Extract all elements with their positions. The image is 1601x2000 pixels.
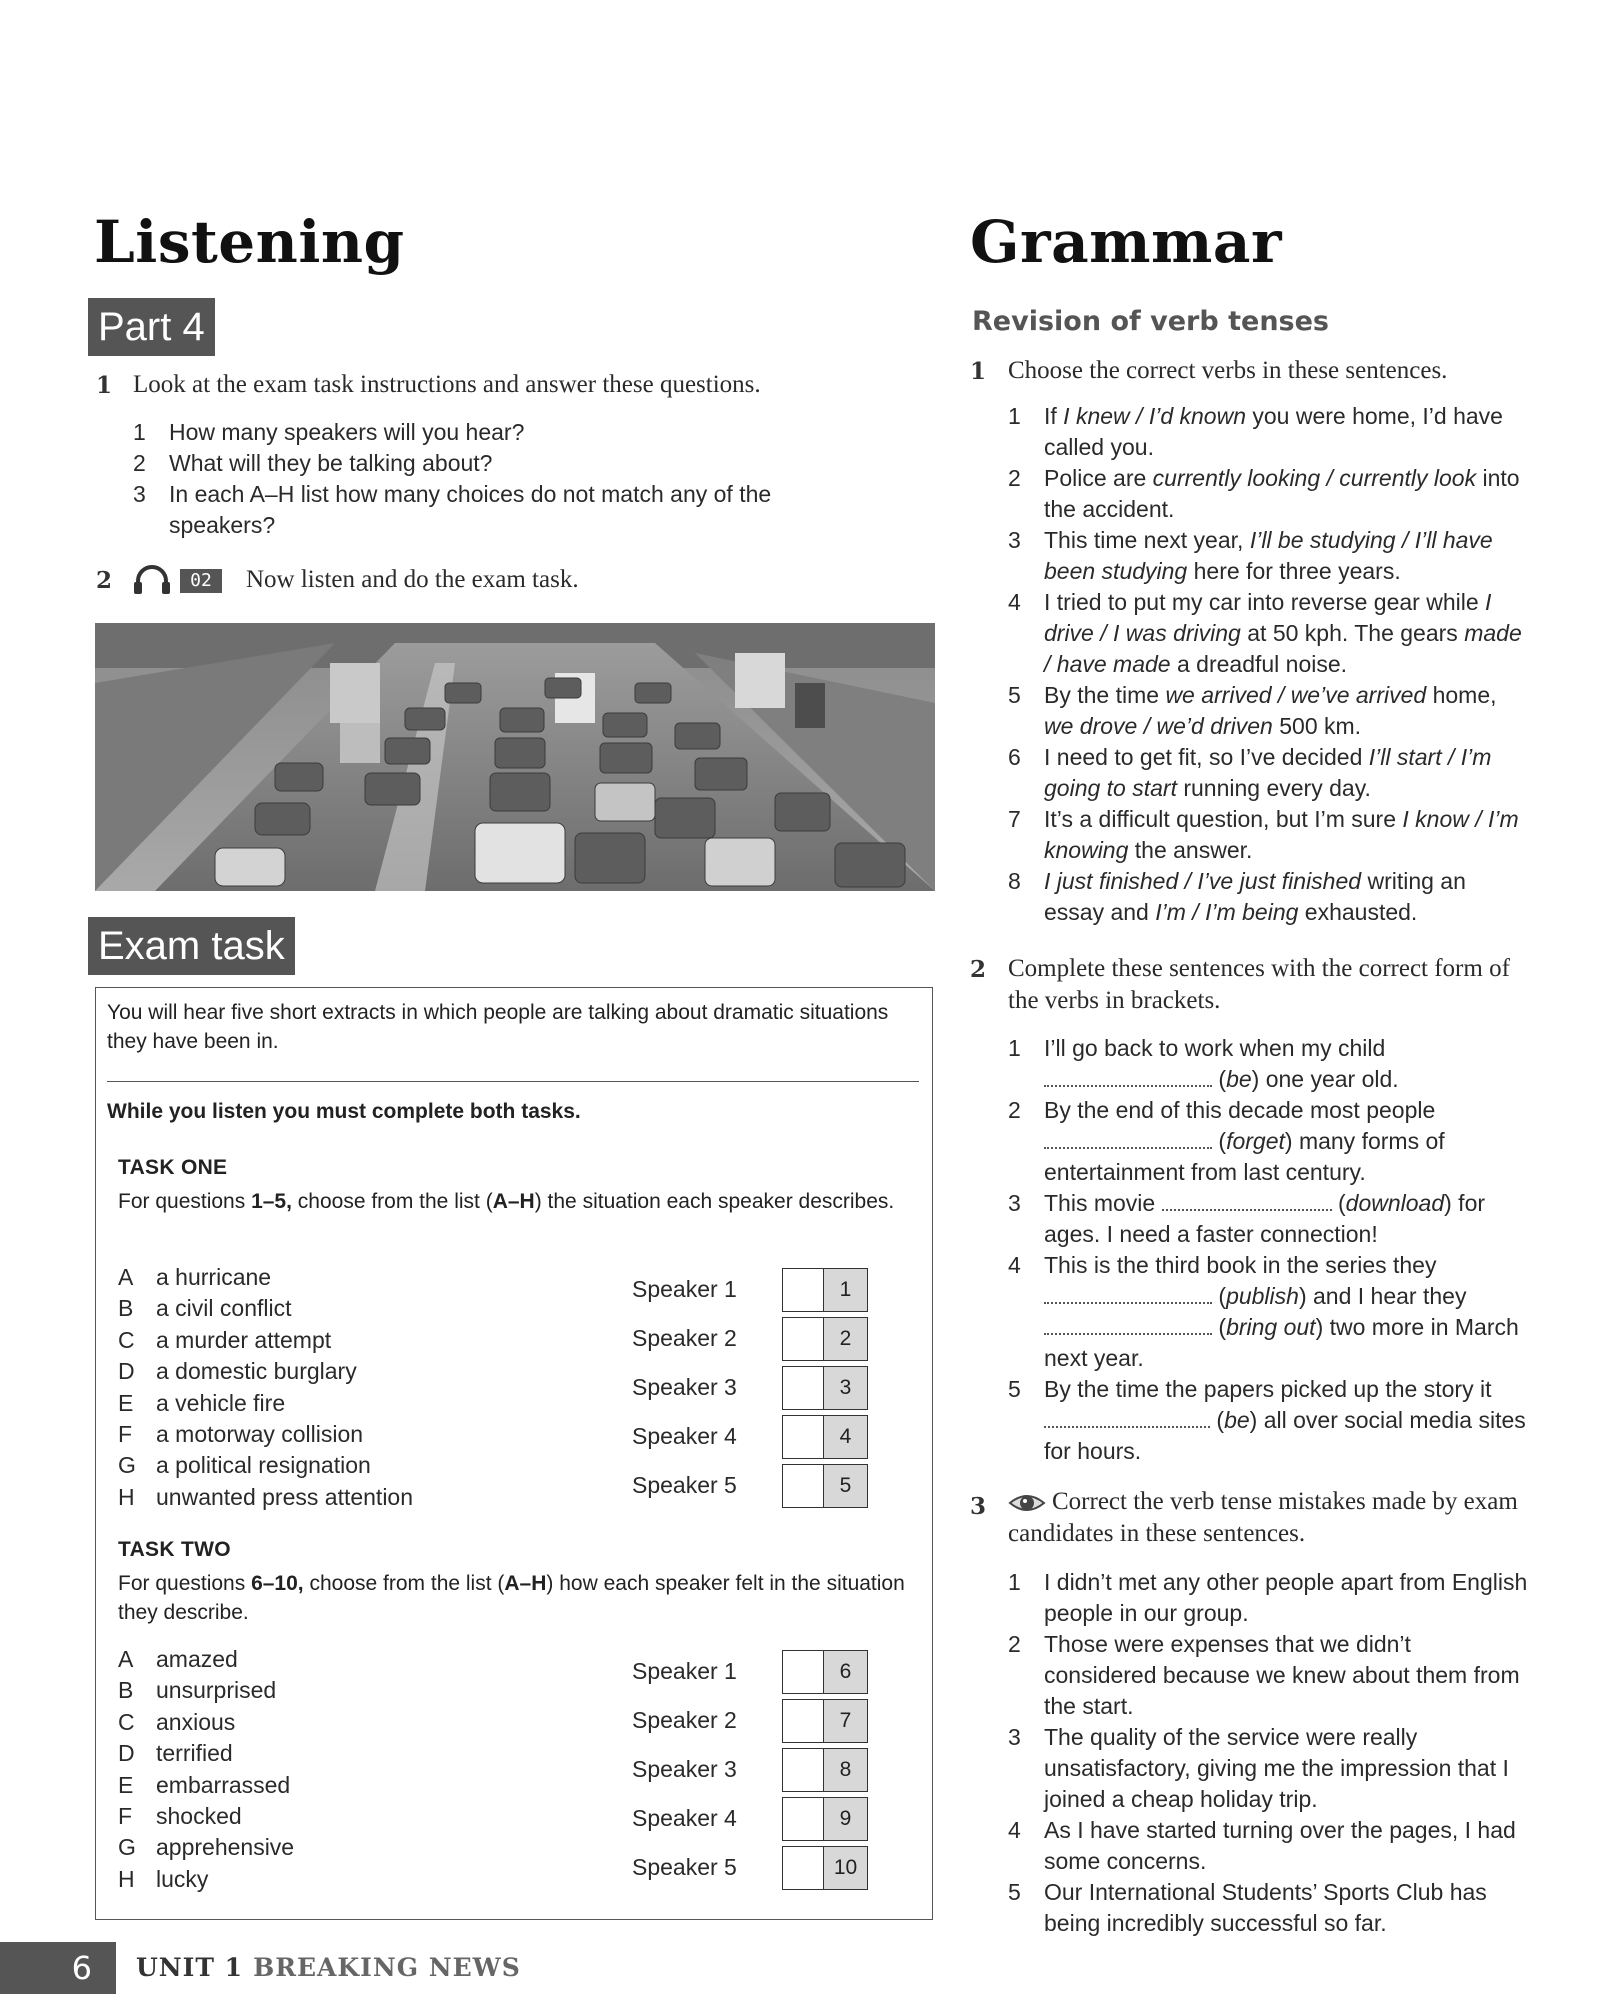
grammar-q3-list <box>1008 1567 1528 1939</box>
list-item: H unwanted press attention <box>118 1483 414 1510</box>
list-item: A amazed <box>118 1646 238 1672</box>
page-number: 6 <box>0 1942 116 1994</box>
answer-box[interactable] <box>782 1415 824 1459</box>
exam-intro: You will hear five short extracts in which people are talking about dramatic situations they have been in. <box>107 1001 889 1053</box>
list-item: 8 I just finished / I’ve just finished writing an essay and I’m / I’m being exhausted. <box>1008 868 1466 925</box>
list-item: 1 I didn’t met any other people apart from English people in our group. <box>1008 1569 1528 1626</box>
footer-unit-title: UNIT 1 BREAKING NEWS <box>136 1953 521 1982</box>
list-item: 3 This movie (download) for ages. I need a faster connection! <box>1008 1190 1486 1247</box>
listening-q2-text: Now listen and do the exam task. <box>246 566 579 593</box>
list-item: E embarrassed <box>118 1771 291 1798</box>
task-two-description: For questions 6–10, choose from the list (A–H) how each speaker felt in the situation they describe. <box>118 1572 905 1624</box>
grammar-q3-number: 3 <box>970 1493 987 1520</box>
answer-row: Speaker 4 9 <box>632 1797 882 1843</box>
task-two-options <box>118 1644 294 1895</box>
grammar-q3-text: Correct the verb tense mistakes made by exam candidates in these sentences. <box>1008 1488 1518 1547</box>
list-item: 4 As I have started turning over the pages, I had some concerns. <box>1008 1817 1516 1874</box>
listening-q1-list <box>133 417 853 541</box>
list-item: 7 It’s a difficult question, but I’m sure I know / I’m knowing the answer. <box>1008 806 1519 863</box>
answer-row: Speaker 5 5 <box>632 1464 882 1510</box>
list-item: 2 By the end of this decade most people (forget) many forms of entertainment from last century. <box>1008 1097 1445 1185</box>
list-item: F a motorway collision <box>118 1421 364 1448</box>
track-number-badge: 02 <box>180 569 222 593</box>
answer-box[interactable] <box>782 1464 824 1508</box>
list-item: 3 The quality of the service were really unsatisfactory, giving me the impression that I joined a cheap holiday trip. <box>1008 1724 1509 1812</box>
list-item: F shocked <box>118 1803 242 1830</box>
list-item: H lucky <box>118 1865 209 1892</box>
list-item: 2 Police are currently looking / currently look into the accident. <box>1008 465 1520 522</box>
listening-q1-number: 1 <box>96 372 113 399</box>
exam-task-label: Exam task <box>88 917 295 975</box>
grammar-q2-text: Complete these sentences with the correct form of the verbs in brackets. <box>1008 955 1510 1014</box>
list-item: G a political resignation <box>118 1452 371 1479</box>
list-item: E a vehicle fire <box>118 1389 286 1416</box>
answer-box[interactable] <box>782 1797 824 1841</box>
exam-instruction: While you listen you must complete both tasks. <box>107 1100 581 1123</box>
part-4-label: Part 4 <box>88 298 215 356</box>
list-item: 1 How many speakers will you hear? <box>133 419 525 445</box>
list-item: C a murder attempt <box>118 1326 332 1353</box>
list-item: C anxious <box>118 1708 236 1735</box>
divider <box>107 1081 919 1082</box>
grammar-q2-list <box>1008 1033 1528 1467</box>
answer-box[interactable] <box>782 1846 824 1890</box>
listening-q1-text: Look at the exam task instructions and answer these questions. <box>133 371 761 398</box>
answer-row: Speaker 2 7 <box>632 1699 882 1745</box>
list-item: D terrified <box>118 1740 233 1767</box>
answer-box[interactable] <box>782 1317 824 1361</box>
task-one-options <box>118 1262 413 1513</box>
grammar-q1-number: 1 <box>970 358 987 385</box>
answer-row: Speaker 4 4 <box>632 1415 882 1461</box>
list-item: B a civil conflict <box>118 1295 292 1322</box>
grammar-q1-text: Choose the correct verbs in these sentences. <box>1008 357 1448 384</box>
task-two-title: TASK TWO <box>118 1538 231 1561</box>
list-item: D a domestic burglary <box>118 1358 357 1385</box>
list-item: 3 This time next year, I’ll be studying / I’ll have been studying here for three years. <box>1008 527 1493 584</box>
answer-row: Speaker 2 2 <box>632 1317 882 1363</box>
answer-box[interactable] <box>782 1699 824 1743</box>
answer-row: Speaker 3 8 <box>632 1748 882 1794</box>
list-item: A a hurricane <box>118 1264 272 1290</box>
answer-row: Speaker 1 6 <box>632 1650 882 1696</box>
list-item: 1 I’ll go back to work when my child (be) one year old. <box>1008 1035 1399 1092</box>
listening-title: Listening <box>94 208 405 276</box>
answer-box[interactable] <box>782 1748 824 1792</box>
list-item: 3 In each A–H list how many choices do not match any of the speakers? <box>133 481 772 538</box>
answer-box[interactable] <box>782 1268 824 1312</box>
list-item: 5 By the time we arrived / we’ve arrived home, we drove / we’d driven 500 km. <box>1008 682 1497 739</box>
list-item: 5 By the time the papers picked up the story it (be) all over social media sites for hours. <box>1008 1376 1526 1464</box>
list-item: 1 If I knew / I’d known you were home, I’d have called you. <box>1008 403 1503 460</box>
list-item: 2 What will they be talking about? <box>133 450 493 476</box>
list-item: B unsurprised <box>118 1677 277 1704</box>
list-item: 5 Our International Students’ Sports Club has being incredibly successful so far. <box>1008 1879 1487 1936</box>
answer-box[interactable] <box>782 1650 824 1694</box>
task-one-description: For questions 1–5, choose from the list (A–H) the situation each speaker describes. <box>118 1190 895 1213</box>
list-item: 2 Those were expenses that we didn’t considered because we knew about them from the start. <box>1008 1631 1520 1719</box>
listening-q2-number: 2 <box>96 567 113 594</box>
answer-box[interactable] <box>782 1366 824 1410</box>
grammar-q1-list <box>1008 401 1528 928</box>
grammar-subheading: Revision of verb tenses <box>972 306 1329 337</box>
headphones-icon <box>132 565 172 595</box>
exam-task-box <box>95 987 933 1920</box>
answer-row: Speaker 3 3 <box>632 1366 882 1412</box>
traffic-jam-photo <box>95 623 935 891</box>
list-item: G apprehensive <box>118 1834 295 1861</box>
answer-row: Speaker 5 10 <box>632 1846 882 1892</box>
task-one-title: TASK ONE <box>118 1156 228 1179</box>
list-item: 6 I need to get fit, so I’ve decided I’ll start / I’m going to start running every day. <box>1008 744 1492 801</box>
list-item: 4 I tried to put my car into reverse gear while I drive / I was driving at 50 kph. The gears made / have made a dreadful noise. <box>1008 589 1522 677</box>
list-item: 4 This is the third book in the series they (publish) and I hear they (bring out) two more in March next year. <box>1008 1252 1519 1371</box>
grammar-q2-number: 2 <box>970 956 987 983</box>
grammar-title: Grammar <box>970 208 1283 276</box>
answer-row: Speaker 1 1 <box>632 1268 882 1314</box>
